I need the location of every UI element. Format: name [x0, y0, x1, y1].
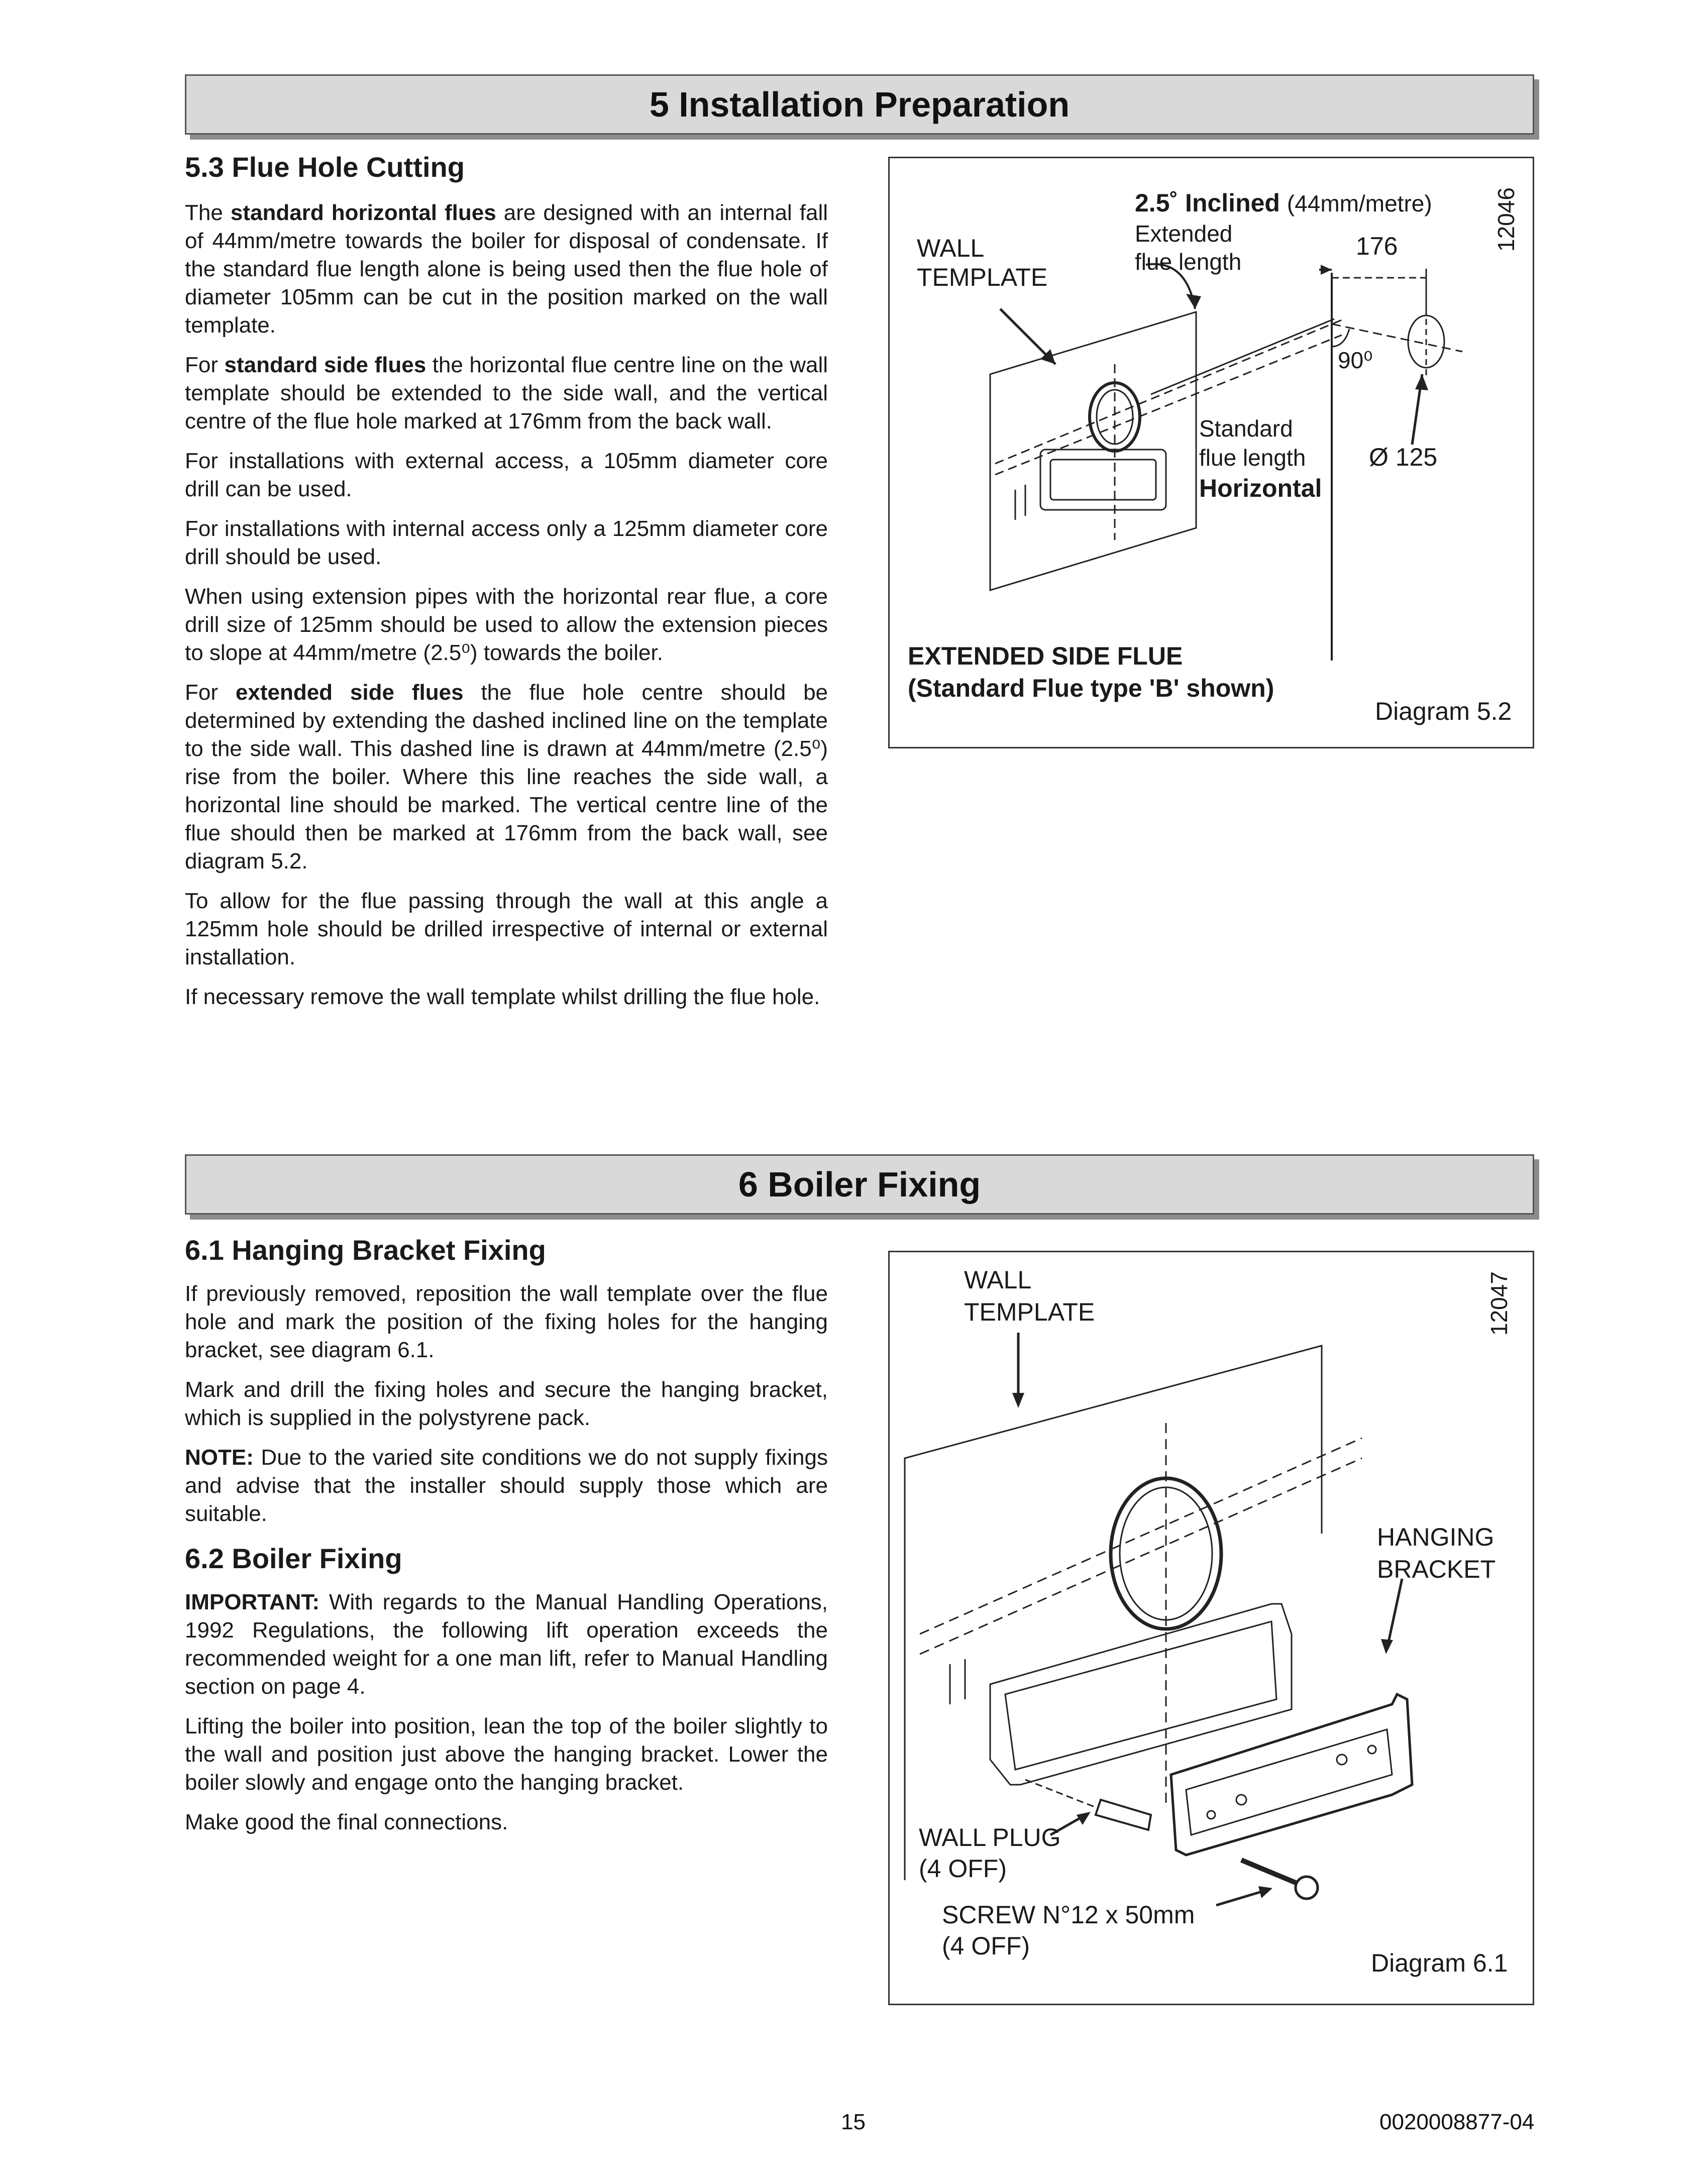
paragraph: When using extension pipes with the horizontal rear flue, a core drill size of 125mm should be used to allow the extension pieces to slope at 44mm/metre (2.5⁰) towards the boiler.	[185, 584, 828, 665]
note-label: NOTE:	[185, 1445, 254, 1470]
wall-template-label-2: TEMPLATE	[917, 263, 1048, 291]
diagram-6-1	[888, 1251, 1534, 2005]
horizontal-label: Horizontal	[1199, 474, 1322, 502]
diagram-6-1-drawing	[890, 1252, 1533, 2004]
screw-arrow	[1216, 1890, 1266, 1905]
wall-plug-qty: (4 OFF)	[919, 1855, 1007, 1883]
paragraph: Make good the final connections.	[185, 1810, 508, 1834]
subsection-5-3-title: 5.3 Flue Hole Cutting	[185, 151, 465, 183]
document-code: 0020008877-04	[1379, 2110, 1535, 2134]
bold-term: standard horizontal flues	[230, 200, 496, 225]
wall-plug	[1096, 1800, 1151, 1830]
diagram-label: Diagram 6.1	[1371, 1949, 1508, 1977]
standard-label: Standard	[1199, 415, 1293, 442]
extended-label: Extended	[1135, 221, 1233, 247]
caption-line-2: (Standard Flue type 'B' shown)	[908, 674, 1274, 702]
section-5-banner	[185, 74, 1534, 135]
reference-number: 12046	[1493, 187, 1519, 252]
extended-label-2: flue length	[1135, 249, 1242, 275]
inclined-dashed-line	[920, 1438, 1362, 1634]
wall-template-label: WALL	[917, 234, 985, 262]
section-5-3-text	[185, 199, 828, 1023]
hanging-bracket-label: HANGING	[1377, 1523, 1494, 1551]
bold-term: extended side flues	[235, 680, 464, 705]
paragraph: If necessary remove the wall template whilst drilling the flue hole.	[185, 985, 820, 1009]
wall-template-label-2: TEMPLATE	[964, 1298, 1095, 1326]
diagram-5-2	[888, 157, 1534, 748]
paragraph: For installations with internal access only a 125mm diameter core drill should be used.	[185, 516, 828, 569]
paragraph: For installations with external access, a 105mm diameter core drill can be used.	[185, 449, 828, 501]
diagram-label: Diagram 5.2	[1375, 697, 1512, 725]
important-label: IMPORTANT:	[185, 1590, 320, 1614]
paragraph: Lifting the boiler into position, lean the top of the boiler slightly to the wall and position just above the hanging bracket. Lower the boiler slowly and engage onto the hanging bracket.	[185, 1714, 828, 1795]
wall-plug-label: WALL PLUG	[919, 1823, 1061, 1851]
bracket-arrow	[1387, 1579, 1402, 1649]
paragraph: NOTE: Due to the varied site conditions we do not supply fixings and advise that the installer should supply those which are suitable.	[185, 1445, 828, 1526]
reference-number: 12047	[1486, 1271, 1512, 1336]
paragraph: For extended side flues the flue hole centre should be determined by extending the dashed inclined line on the template to the side wall. This dashed line is drawn at 44mm/metre (2.5⁰) rise from the boiler. Where this line reaches the side wall, a horizontal line should be marked. The vertical centre line of the flue should then be marked at 176mm from the back wall, see diagram 5.2.	[185, 680, 828, 874]
paragraph: To allow for the flue passing through the wall at this angle a 125mm hole should be drilled irrespective of internal or external installation.	[185, 889, 828, 969]
screw	[1241, 1860, 1302, 1885]
wall-template-label: WALL	[964, 1266, 1032, 1294]
paragraph: IMPORTANT: With regards to the Manual Handling Operations, 1992 Regulations, the following lift operation exceeds the recommended weight for a one man lift, refer to Manual Handling section on page 4.	[185, 1590, 828, 1699]
paragraph: The standard horizontal flues are designed with an internal fall of 44mm/metre towards the boiler for disposal of condensate. If the standard flue length alone is being used then the flue hole of diameter 105mm can be cut in the position marked on the wall template.	[185, 200, 828, 338]
section-6-title: 6 Boiler Fixing	[738, 1165, 981, 1204]
section-5-title: 5 Installation Preparation	[649, 85, 1070, 124]
angle-90-label: 90⁰	[1338, 347, 1373, 373]
subsection-6-2-title: 6.2 Boiler Fixing	[185, 1543, 402, 1574]
section-6-banner	[185, 1154, 1534, 1215]
screw-qty: (4 OFF)	[942, 1932, 1030, 1960]
bold-term: standard side flues	[224, 353, 426, 377]
section-6-2-text	[185, 1588, 828, 1848]
paragraph: Mark and drill the fixing holes and secure the hanging bracket, which is supplied in the polystyrene pack.	[185, 1377, 828, 1430]
paragraph: For standard side flues the horizontal flue centre line on the wall template should be extended to the side wall, and the vertical centre of the flue hole marked at 176mm from the back wall.	[185, 353, 828, 433]
section-6-1-text	[185, 1280, 828, 1540]
diameter-label: Ø 125	[1369, 443, 1438, 471]
subsection-6-1-title: 6.1 Hanging Bracket Fixing	[185, 1234, 546, 1266]
page-number: 15	[841, 2110, 866, 2134]
dimension-176: 176	[1356, 232, 1398, 260]
inclined-label: 2.5˚ Inclined (44mm/metre)	[1135, 189, 1432, 217]
caption-line-1: EXTENDED SIDE FLUE	[908, 642, 1183, 670]
standard-label-2: flue length	[1199, 445, 1306, 471]
hanging-bracket-label-2: BRACKET	[1377, 1555, 1496, 1583]
paragraph: If previously removed, reposition the wall template over the flue hole and mark the position of the fixing holes for the hanging bracket, see diagram 6.1.	[185, 1281, 828, 1362]
screw-label: SCREW N°12 x 50mm	[942, 1901, 1195, 1929]
